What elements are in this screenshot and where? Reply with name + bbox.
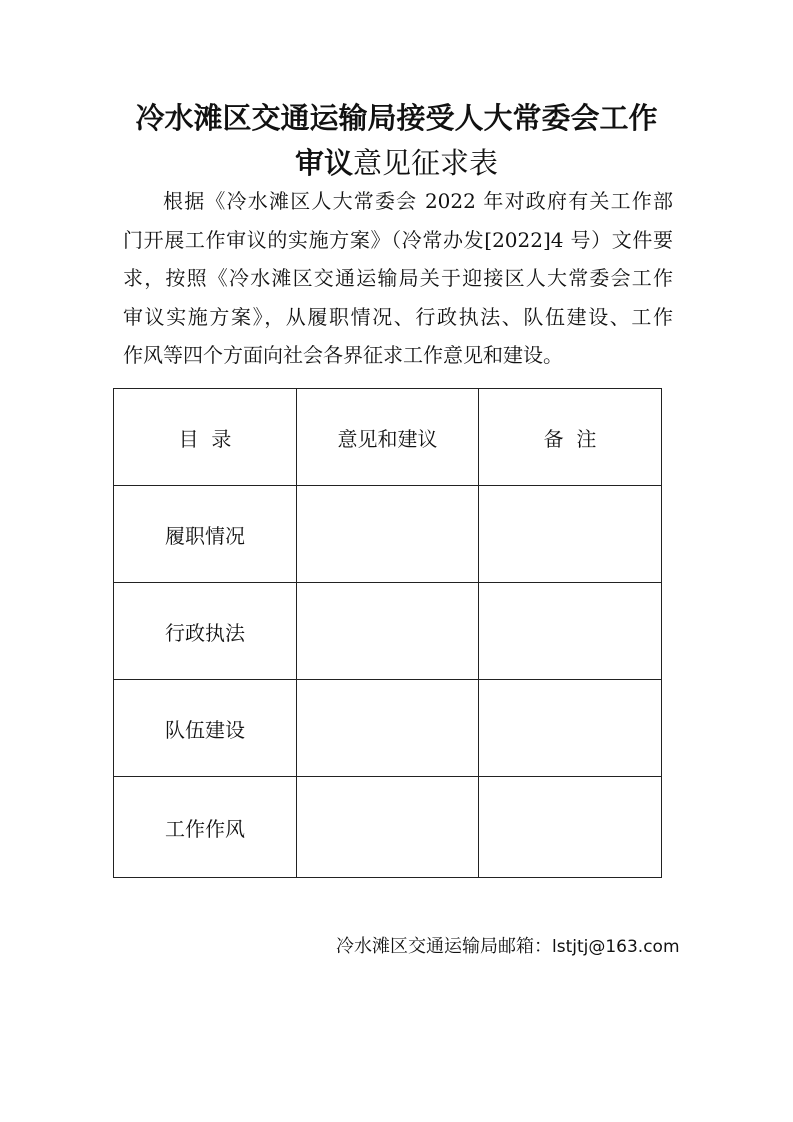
email-label: 冷水滩区交通运输局邮箱： [336,936,552,957]
header-category [114,389,297,486]
intro-paragraph [123,182,673,375]
intro-line-1: 根据《冷水滩区人大常委会 2022 年对政府有关工作部 [163,189,673,213]
opinion-cell[interactable] [297,486,479,583]
intro-line-4: 审议实施方案》，从履职情况、行政执法、队伍建设、工作 [123,304,673,329]
opinion-cell[interactable] [297,680,479,777]
header-opinion [297,389,479,486]
title-rest-part: 意见征求表 [353,146,499,180]
table-header-row [114,389,662,486]
row-category: 行政执法 [114,583,297,680]
remark-cell[interactable] [479,777,662,878]
header-remark [479,389,662,486]
title-bold-part: 审议 [294,146,353,180]
table-row [114,486,662,583]
row-category: 队伍建设 [114,680,297,777]
row-category: 工作作风 [114,777,297,878]
row-category: 履职情况 [114,486,297,583]
opinion-cell[interactable] [297,583,479,680]
opinion-cell[interactable] [297,777,479,878]
table-row [114,777,662,878]
header-category-label: 目 录 [178,426,232,451]
remark-cell[interactable] [479,583,662,680]
email-address[interactable]: lstjtj@163.com [552,937,680,957]
table-row [114,583,662,680]
remark-cell[interactable] [479,486,662,583]
remark-cell[interactable] [479,680,662,777]
header-opinion-label: 意见和建议 [337,426,438,451]
opinion-table [113,388,662,878]
intro-line-2: 门开展工作审议的实施方案》（冷常办发[2022]4 号）文件要 [123,227,673,252]
document-title-line-2 [0,145,793,181]
table-row [114,680,662,777]
document-title-line-1: 冷水滩区交通运输局接受人大常委会工作 [135,101,658,135]
header-remark-label: 备 注 [543,426,597,451]
intro-line-5: 作风等四个方面向社会各界征求工作意见和建设。 [123,343,563,367]
intro-line-3: 求，按照《冷水滩区交通运输局关于迎接区人大常委会工作 [123,266,673,290]
contact-email [336,935,680,959]
